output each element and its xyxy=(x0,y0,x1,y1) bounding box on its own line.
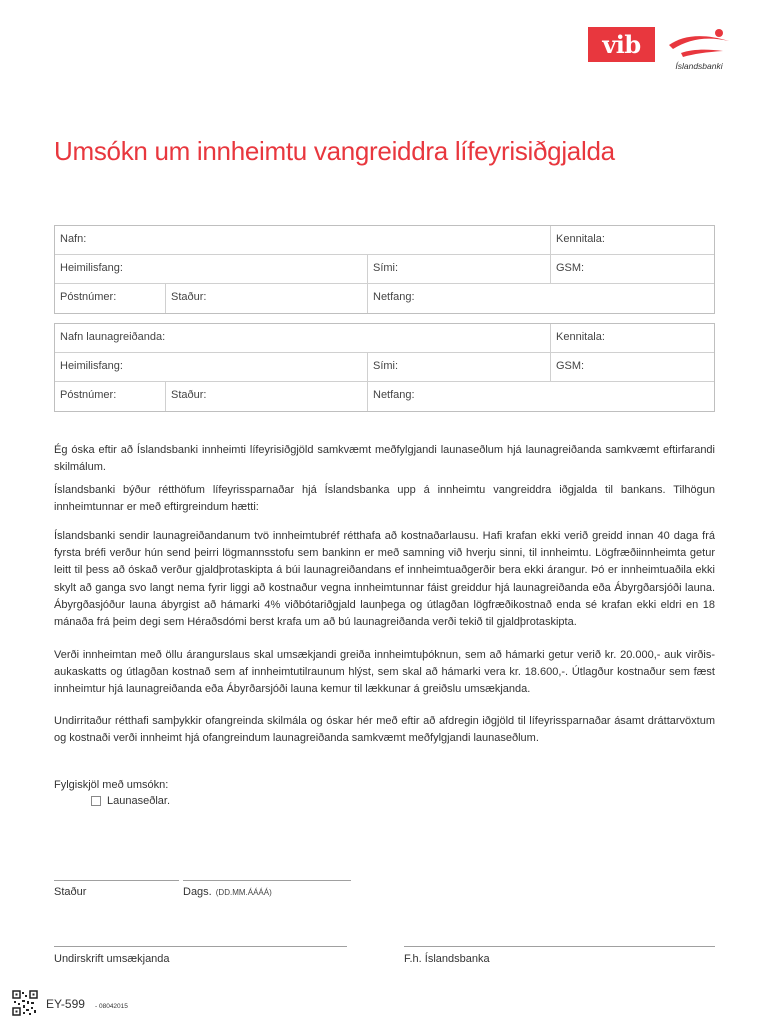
applicant-email-field[interactable]: Netfang: xyxy=(373,291,415,303)
applicant-postcode-field[interactable]: Póstnúmer: xyxy=(55,284,166,313)
attachments-label: Fylgiskjöl með umsókn: xyxy=(54,779,169,791)
employer-row-3 xyxy=(55,382,714,411)
paragraph-4-text: Verði innheimtan með öllu árangurslaus skal umsækjandi greiða innheimtuþóknun, sem að hámarki getur verið kr. 20.000,- auk virðis-aukaskatts og útlagðan kostnað sem af innheimtutilraunum hlýst, sem skal að hámarki vera kr. 18.600,-. Útlagður kostnaður sem fæst innheimtur hjá launagreiðanda eða Ábyrðarsjóði launa kemur til lækkunar á greiðslu umsækjanda. xyxy=(54,649,715,696)
employer-email-field[interactable]: Netfang: xyxy=(373,389,415,401)
paragraph-2 xyxy=(54,482,715,516)
islandsbanki-wordmark: Íslandsbanki xyxy=(675,61,723,71)
employer-phone-field[interactable]: Sími: xyxy=(368,353,551,381)
qr-code-icon xyxy=(12,990,38,1016)
applicant-place-field[interactable]: Staður: xyxy=(166,284,368,313)
checkbox-icon[interactable] xyxy=(91,796,101,806)
paragraph-5-text: Undirritaður rétthafi samþykkir ofangreinda skilmála og óskar hér með eftir að afdregin iðgjöld til lífeyrissparnaðar ásamt dráttarvöxtum og kostnaði verði innheimt hjá ofangreindum launagreiðanda samkvæmt meðfylgjandi launaseðlum. xyxy=(54,715,715,745)
date-label-text: Dags. xyxy=(183,886,212,898)
employer-row-1 xyxy=(55,324,714,353)
paragraph-2-text: Íslandsbanki býður rétthöfum lífeyrissparnaðar hjá Íslandsbanka upp á innheimtu vangreiddra iðgjalda til bankans. Tilhögun innheimtunnar er með eftirgreindum hætti: xyxy=(54,484,715,514)
paragraph-3 xyxy=(54,528,715,631)
employer-address-field[interactable]: Heimilisfang: xyxy=(55,353,368,381)
bank-signature-label: F.h. Íslandsbanka xyxy=(404,953,490,965)
form-code: EY-599 xyxy=(46,997,85,1011)
date-label xyxy=(183,886,272,898)
employer-place-field[interactable]: Staður: xyxy=(166,382,368,411)
applicant-signature-line[interactable] xyxy=(54,946,347,947)
form-date: - 08042015 xyxy=(95,1003,128,1010)
applicant-row-2 xyxy=(55,255,714,284)
vib-logo: vib xyxy=(588,27,655,62)
place-line[interactable] xyxy=(54,880,179,881)
paragraph-1-text: Ég óska eftir að Íslandsbanki innheimti lífeyrisiðgjöld samkvæmt meðfylgjandi launaseðlum hjá launagreiðanda samkvæmt eftirfarandi skilmálum. xyxy=(54,444,715,474)
employer-name-field[interactable]: Nafn launagreiðanda: xyxy=(55,324,551,352)
bank-signature-line[interactable] xyxy=(404,946,715,947)
attachment-payslips[interactable] xyxy=(91,795,170,807)
date-line[interactable] xyxy=(183,880,351,881)
paragraph-3-text: Íslandsbanki sendir launagreiðandanum tvö innheimtubréf rétthafa að kostnaðarlausu. Hafi krafan ekki verið greidd innan 40 daga frá fyrsta bréfi verður hún send þeirri lögmannsstofu sem bankinn er með samning við hverju sinni, til innheimtu. Lögfræðiinnheimta getur leitt til þess að óskað verður gjaldþrotaskipta á búi launagreiðandans ef innheimtuaðgerðir bera ekki árangur. Þó er innheimtuaðila ekki skylt að ganga svo langt nema fyrir liggi að kostnaður vegna innheimtunnar fáist greiddur hjá launagreiðanda eða Ábyrgðarsjóði launa. Ábyrgðasjóður launa ábyrgist að hámarki 4% viðbótariðgjald launþega og útlagðan lögfræðikostnað enda sé krafan ekki eldri en 18 mánaða frá þeim degi sem Héraðsdómi berst krafa um að bú launagreiðanda verði tekið til gjaldþrotaskipta. xyxy=(54,530,715,629)
employer-gsm-field[interactable]: GSM: xyxy=(556,360,585,372)
paragraph-5 xyxy=(54,713,715,747)
place-label-text: Staður xyxy=(54,886,87,898)
paragraph-4 xyxy=(54,647,715,699)
applicant-row-1 xyxy=(55,226,714,255)
applicant-kennitala-field[interactable]: Kennitala: xyxy=(556,233,605,245)
employer-kennitala-field[interactable]: Kennitala: xyxy=(556,331,605,343)
islandsbanki-logo xyxy=(664,27,734,71)
employer-form xyxy=(54,323,715,412)
date-format-hint: (DD.MM.ÁÁÁÁ) xyxy=(215,888,272,897)
applicant-gsm-field[interactable]: GSM: xyxy=(556,262,585,274)
applicant-signature-label: Undirskrift umsækjanda xyxy=(54,953,170,965)
paragraph-1 xyxy=(54,442,715,476)
place-label xyxy=(54,886,86,898)
islandsbanki-swoosh-icon xyxy=(667,27,731,61)
attachment-payslips-label: Launaseðlar. xyxy=(107,795,170,807)
employer-postcode-field[interactable]: Póstnúmer: xyxy=(55,382,166,411)
applicant-phone-field[interactable]: Sími: xyxy=(368,255,551,283)
applicant-form xyxy=(54,225,715,314)
page-title: Umsókn um innheimtu vangreiddra lífeyrisiðgjalda xyxy=(54,136,615,166)
applicant-row-3 xyxy=(55,284,714,313)
applicant-name-field[interactable]: Nafn: xyxy=(55,226,551,254)
employer-row-2 xyxy=(55,353,714,382)
applicant-address-field[interactable]: Heimilisfang: xyxy=(55,255,368,283)
